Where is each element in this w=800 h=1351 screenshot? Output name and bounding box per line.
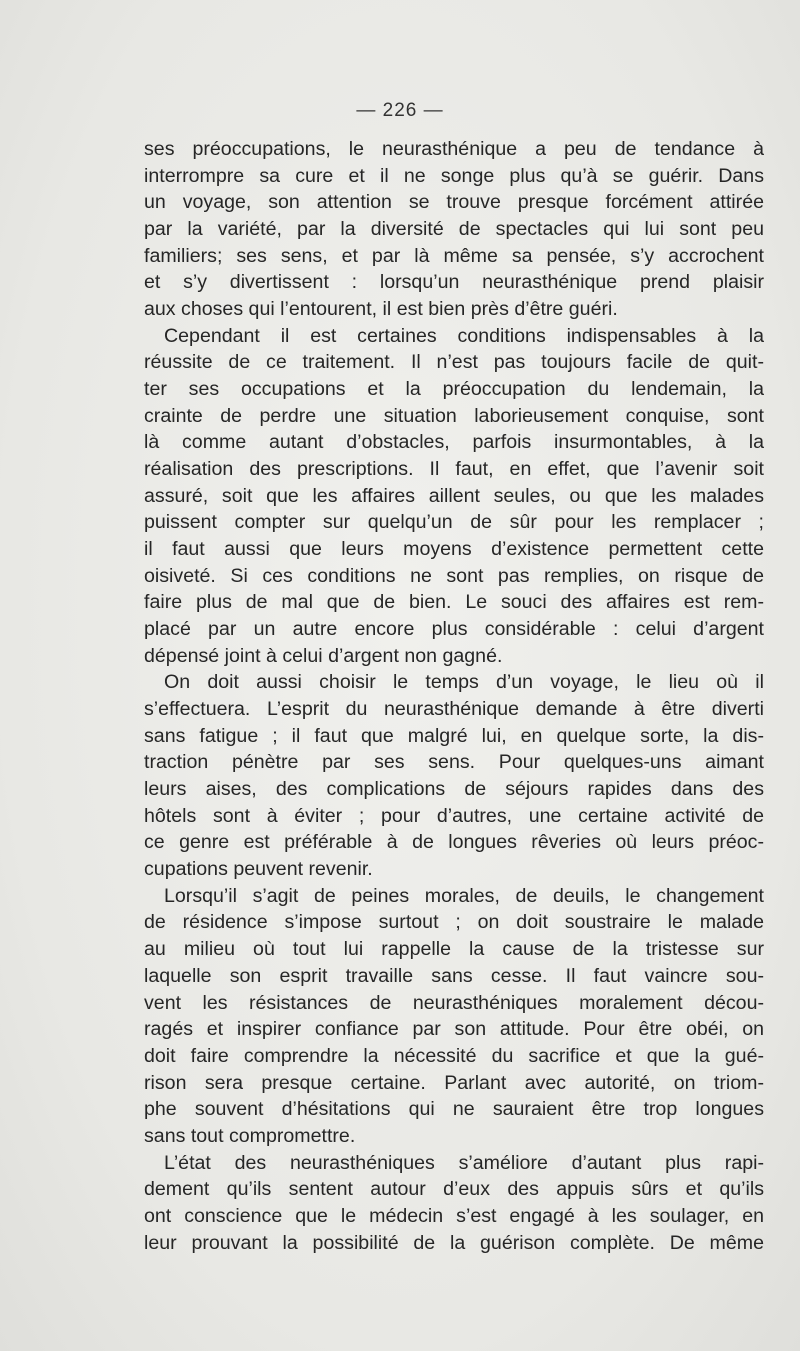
text-line: assuré, soit que les affaires aillent seules, ou que les malades <box>144 484 764 507</box>
text-line: hôtels sont à éviter ; pour d’autres, une certaine activité de <box>144 804 764 827</box>
text-line: là comme autant d’obstacles, parfois insurmontables, à la <box>144 431 764 454</box>
text-line: réalisation des prescriptions. Il faut, en effet, que l’avenir soit <box>144 458 764 481</box>
text-line: leurs aises, des complications de séjours rapides dans des <box>144 778 764 801</box>
text-line: ce genre est préférable à de longues rêveries où leurs préoc- <box>144 831 764 854</box>
text-line: L’état des neurasthéniques s’améliore d’autant plus rapi- <box>164 1151 764 1174</box>
text-line: ses préoccupations, le neurasthénique a peu de tendance à <box>144 138 764 160</box>
text-line: rison sera presque certaine. Parlant avec autorité, on triom- <box>144 1071 764 1094</box>
text-line: il faut aussi que leurs moyens d’existence permettent cette <box>144 538 764 561</box>
text-line: cupations peuvent revenir. <box>144 858 373 881</box>
text-line: oisiveté. Si ces conditions ne sont pas remplies, on risque de <box>144 564 764 587</box>
text-line: crainte de perdre une situation laborieusement conquise, sont <box>144 404 764 427</box>
text-line: leur prouvant la possibilité de la guérison complète. De même <box>144 1231 764 1254</box>
text-line: sans fatigue ; il faut que malgré lui, en quelque sorte, la dis- <box>144 724 764 747</box>
text-line: Cependant il est certaines conditions indispensables à la <box>164 324 764 347</box>
text-line: au milieu où tout lui rappelle la cause de la tristesse sur <box>144 938 764 961</box>
text-line: vent les résistances de neurasthéniques moralement décou- <box>144 991 764 1014</box>
text-line: placé par un autre encore plus considérable : celui d’argent <box>144 618 764 641</box>
text-line: dépensé joint à celui d’argent non gagné. <box>144 644 503 667</box>
text-line: et s’y divertissent : lorsqu’un neurasthénique prend plaisir <box>144 271 764 294</box>
text-line: de résidence s’impose surtout ; on doit soustraire le malade <box>144 911 764 934</box>
text-line: familiers; ses sens, et par là même sa pensée, s’y accrochent <box>144 244 764 267</box>
text-line: un voyage, son attention se trouve presque forcément attirée <box>144 191 764 214</box>
text-line: faire plus de mal que de bien. Le souci des affaires est rem- <box>144 591 764 614</box>
text-line: ont conscience que le médecin s’est engagé à les soulager, en <box>144 1204 764 1227</box>
text-line: laquelle son esprit travaille sans cesse. Il faut vaincre sou- <box>144 964 764 987</box>
text-line: réussite de ce traitement. Il n’est pas toujours facile de quit- <box>144 351 764 374</box>
text-line: ragés et inspirer confiance par son attitude. Pour être obéi, on <box>144 1018 764 1041</box>
text-line: interrompre sa cure et il ne songe plus qu’à se guérir. Dans <box>144 164 764 187</box>
text-line: puissent compter sur quelqu’un de sûr pour les remplacer ; <box>144 511 764 534</box>
text-line: aux choses qui l’entourent, il est bien près d’être guéri. <box>144 298 618 321</box>
page-number: — 226 — <box>356 100 444 121</box>
text-line: s’effectuera. L’esprit du neurasthénique demande à être diverti <box>144 698 764 721</box>
text-line: dement qu’ils sentent autour d’eux des appuis sûrs et qu’ils <box>144 1178 764 1201</box>
text-line: par la variété, par la diversité de spectacles qui lui sont peu <box>144 218 764 241</box>
body-text <box>144 136 764 1256</box>
text-line: On doit aussi choisir le temps d’un voyage, le lieu où il <box>164 671 764 694</box>
text-line: sans tout compromettre. <box>144 1124 356 1147</box>
text-line: ter ses occupations et la préoccupation du lendemain, la <box>144 378 764 401</box>
text-line: phe souvent d’hésitations qui ne sauraient être trop longues <box>144 1098 764 1121</box>
text-line: doit faire comprendre la nécessité du sacrifice et que la gué- <box>144 1044 764 1067</box>
text-line: Lorsqu’il s’agit de peines morales, de deuils, le changement <box>164 884 764 907</box>
text-line: traction pénètre par ses sens. Pour quelques-uns aimant <box>144 751 764 774</box>
